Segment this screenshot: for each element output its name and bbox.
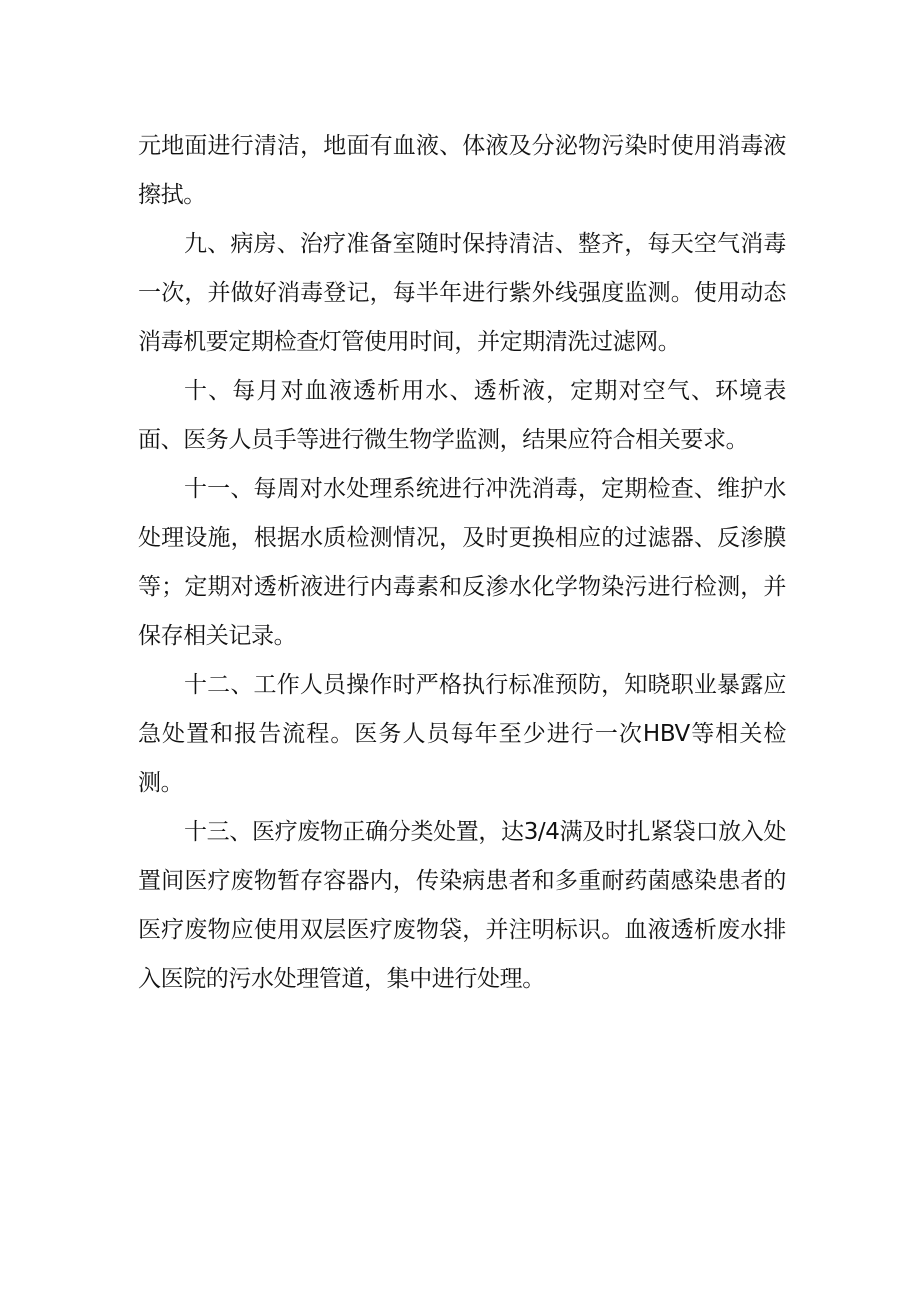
- paragraph-item-13: 十三、医疗废物正确分类处置，达3/4满及时扎紧袋口放入处置间医疗废物暂存容器内，传染病患者和多重耐药菌感染患者的医疗废物应使用双层医疗废物袋，并注明标识。血液透析废水排入医院的污水处理管道，集中进行处理。: [138, 819, 786, 992]
- paragraph-item-11: 十一、每周对水处理系统进行冲洗消毒，定期检查、维护水处理设施，根据水质检测情况，及时更换相应的过滤器、反渗膜等；定期对透析液进行内毒素和反渗水化学物染污进行检测，并保存相关记录。: [138, 476, 786, 649]
- paragraph-item-10: 十、每月对血液透析用水、透析液，定期对空气、环境表面、医务人员手等进行微生物学监测，结果应符合相关要求。: [138, 378, 786, 453]
- paragraph-item-12: 十二、工作人员操作时严格执行标准预防，知晓职业暴露应急处置和报告流程。医务人员每年至少进行一次HBV等相关检测。: [138, 672, 786, 796]
- paragraph-item-9: 九、病房、治疗准备室随时保持清洁、整齐，每天空气消毒一次，并做好消毒登记，每半年进行紫外线强度监测。使用动态消毒机要定期检查灯管使用时间，并定期清洗过滤网。: [138, 231, 786, 355]
- paragraph-continued: 元地面进行清洁，地面有血液、体液及分泌物污染时使用消毒液擦拭。: [138, 133, 786, 208]
- document-body: [138, 122, 786, 1004]
